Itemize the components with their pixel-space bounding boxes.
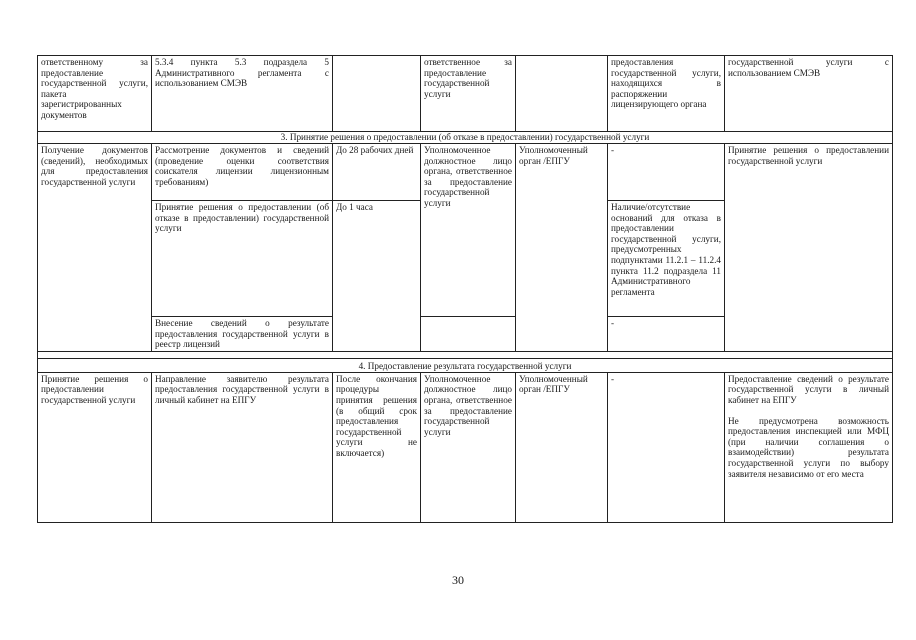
cell-basis: Получение документов (сведений), необходимых для предоставления государственной услуги <box>38 144 152 352</box>
cell-action: Принятие решения о предоставлении (об отказе в предоставлении) государственной услуги <box>152 201 333 317</box>
section-4-title: 4. Предоставление результата государственной услуги <box>38 358 893 372</box>
cell-criteria: - <box>608 144 725 201</box>
cell-action: Рассмотрение документов и сведений (проведение оценки соответствия соискателя лицензии лицензионным требованиям) <box>152 144 333 201</box>
table-row <box>38 372 893 522</box>
cell-official-empty <box>421 317 516 352</box>
cell-term: До 28 рабочих дней <box>333 144 421 201</box>
cell-basis: Принятие решения о предоставлении государственной услуги <box>38 372 152 522</box>
cell-action: Внесение сведений о результате предоставления государственной услуги в реестр лицензий <box>152 317 333 352</box>
cell-term <box>333 56 421 132</box>
table-row-gap <box>38 351 893 358</box>
cell-criteria: предоставления государственной услуги, находящихся в распоряжении лицензирующего органа <box>608 56 725 132</box>
cell-official: Уполномоченное должностное лицо органа, ответственное за предоставление государственной услуги <box>421 372 516 522</box>
result-paragraph: Предоставление сведений о результате государственной услуги в личный кабинет на ЕПГУ <box>728 373 889 405</box>
page-number: 30 <box>452 573 464 587</box>
table-row-carryover <box>38 56 893 132</box>
paragraph-gap <box>728 406 889 416</box>
result-paragraph: Не предусмотрена возможность предоставления инспекцией или МФЦ (при наличии соглашения о взаимодействии) результата государственной услуги по выбору заявителя независимо от его места <box>728 415 889 479</box>
cell-term: До 1 часа <box>333 201 421 352</box>
spacer-cell <box>38 351 893 358</box>
cell-place: Уполномоченный орган /ЕПГУ <box>516 144 608 352</box>
cell-criteria: - <box>608 372 725 522</box>
cell-official: ответственное за предоставление государственной услуги <box>421 56 516 132</box>
cell-result <box>725 372 893 522</box>
cell-place <box>516 56 608 132</box>
cell-term: После окончания процедуры принятия решения (в общий срок предоставления государственной услуги не включается) <box>333 372 421 522</box>
cell-action: 5.3.4 пункта 5.3 подраздела 5 Административного регламента с использованием СМЭВ <box>152 56 333 132</box>
cell-criteria: - <box>608 317 725 352</box>
section-3-title: 3. Принятие решения о предоставлении (об отказе в предоставлении) государственной услуги <box>38 132 893 144</box>
cell-result: Принятие решения о предоставлении государственной услуги <box>725 144 893 352</box>
cell-place: Уполномоченный орган /ЕПГУ <box>516 372 608 522</box>
cell-action: Направление заявителю результата предоставления государственной услуги в личный кабинет на ЕПГУ <box>152 372 333 522</box>
cell-criteria: Наличие/отсутствие оснований для отказа в предоставлении государственной услуги, предусмотренных подпунктами 11.2.1 – 11.2.4 пункта 11.2 подраздела 11 Административного регламента <box>608 201 725 317</box>
cell-official: Уполномоченное должностное лицо органа, ответственное за предоставление государственной услуги <box>421 144 516 317</box>
section-header-row <box>38 132 893 144</box>
cell-result: государственной услуги с использованием СМЭВ <box>725 56 893 132</box>
cell-basis: ответственному за предоставление государственной услуги, пакета зарегистрированных документов <box>38 56 152 132</box>
section-header-row <box>38 358 893 372</box>
procedure-table <box>37 55 893 523</box>
table-row <box>38 144 893 201</box>
